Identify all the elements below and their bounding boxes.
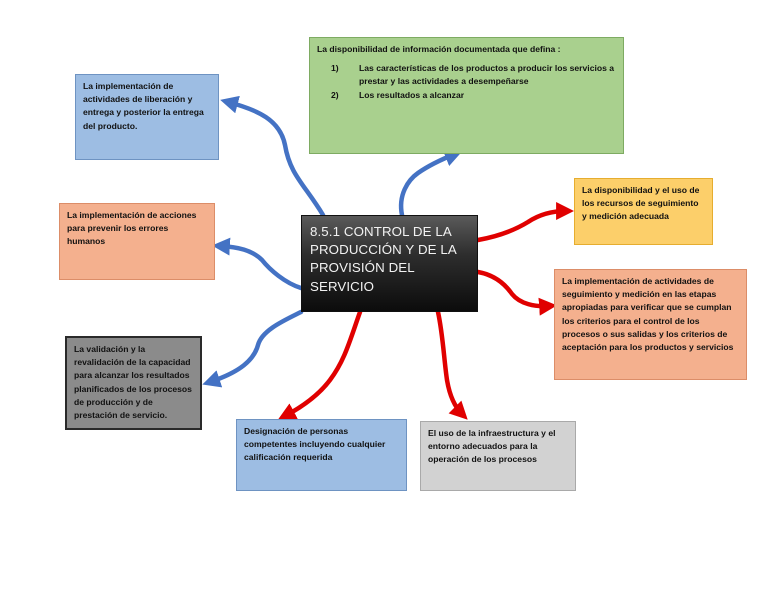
arrow-to-documentada [401,154,455,215]
node-validacion-text: La validación y la revalidación de la capacidad para alcanzar los resultados planificados de los procesos de producción y de prestación de servicio. [74,344,192,421]
node-personas [236,419,407,491]
node-recursos [574,178,713,245]
node-infraestructura-text: El uso de la infraestructura y el entorno adecuados para la operación de los procesos [428,428,556,465]
node-seguimiento [554,269,747,380]
node-documentada-intro: La disponibilidad de información documentada que defina : [317,44,561,54]
node-personas-text: Designación de personas competentes incluyendo cualquier calificación requerida [244,426,386,463]
arrow-to-seguimiento [478,272,549,306]
node-liberacion [75,74,219,160]
arrow-to-errores [220,246,301,288]
list-item: 2) Los resultados a alcanzar [331,89,465,100]
node-errores-text: La implementación de acciones para prevenir los errores humanos [67,210,197,247]
arrow-to-validacion [210,312,301,382]
arrow-to-recursos [478,211,566,240]
node-errores [59,203,215,280]
node-infraestructura [420,421,576,491]
central-topic [301,215,478,312]
arrow-to-infraestructura [438,312,462,414]
arrow-to-personas [285,312,360,416]
node-seguimiento-text: La implementación de actividades de seguimiento y medición en las etapas apropiadas para verificar que se cumplan los criterios para el control de los procesos o sus salidas y los criterios de aceptación para los productos y servicios [562,276,734,353]
node-recursos-text: La disponibilidad y el uso de los recursos de seguimiento y medición adecuada [582,185,700,222]
central-topic-title: 8.5.1 CONTROL DE LA PRODUCCIÓN Y DE LA PROVISIÓN DEL SERVICIO [310,224,457,294]
node-validacion [65,336,202,430]
node-documentada [309,37,624,154]
list-item: 1) Las características de los productos a producir los servicios a prestar y las actividades a desempeñarse [331,63,615,87]
node-liberacion-text: La implementación de actividades de liberación y entrega y posterior la entrega del producto. [83,81,204,131]
node-documentada-list [317,62,616,102]
